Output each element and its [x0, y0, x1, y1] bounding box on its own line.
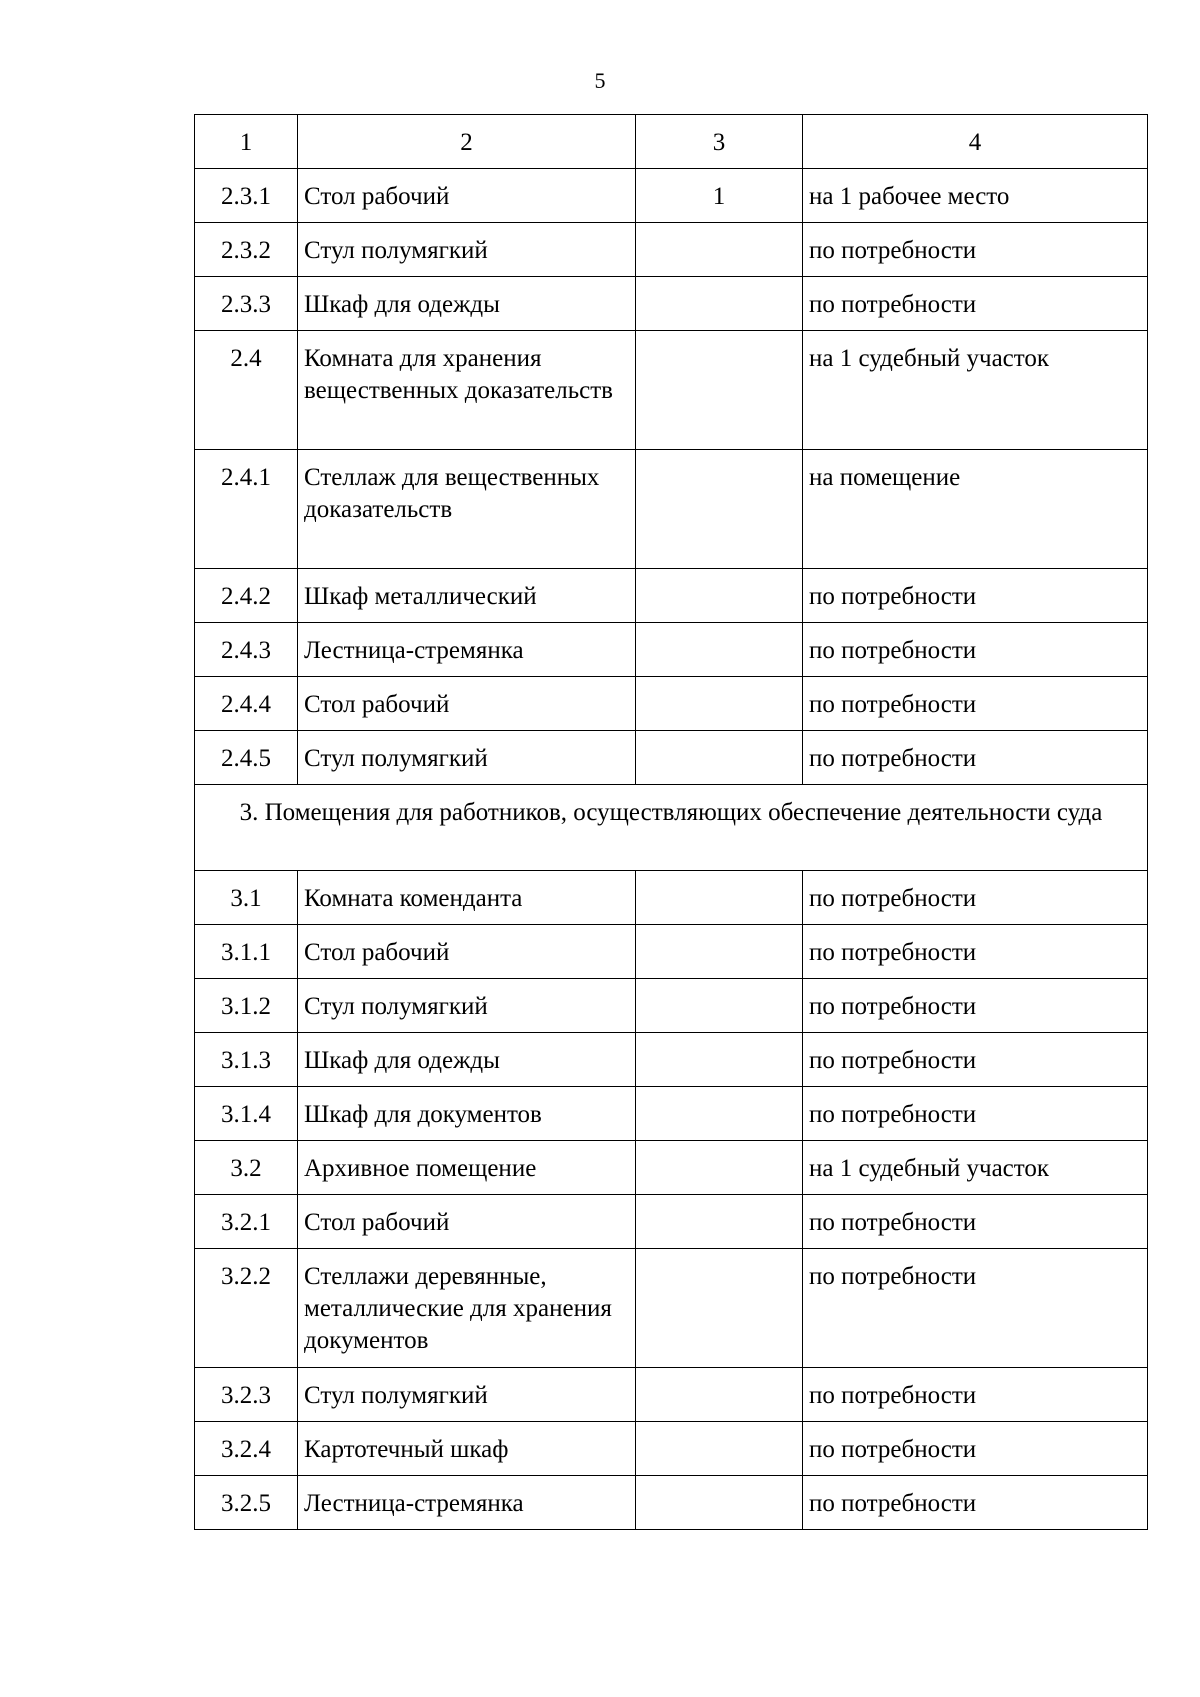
- table-row: [195, 979, 1148, 1033]
- table-row: [195, 731, 1148, 785]
- item-quantity: [636, 331, 803, 450]
- item-name: Стеллажи деревянные, металлические для хранения документов: [298, 1249, 636, 1368]
- item-quantity: [636, 1033, 803, 1087]
- item-name: Архивное помещение: [298, 1141, 636, 1195]
- header-cell: 4: [803, 115, 1148, 169]
- page-number: 5: [594, 68, 606, 93]
- furniture-table: [194, 114, 1148, 1530]
- item-name: Стол рабочий: [298, 925, 636, 979]
- item-note: по потребности: [803, 569, 1148, 623]
- item-name: Шкаф для документов: [298, 1087, 636, 1141]
- item-name: Лестница-стремянка: [298, 1476, 636, 1530]
- table-row: [195, 1422, 1148, 1476]
- item-number: 2.4.5: [195, 731, 298, 785]
- item-name: Стол рабочий: [298, 1195, 636, 1249]
- item-name: Шкаф металлический: [298, 569, 636, 623]
- item-number: 2.4.1: [195, 450, 298, 569]
- item-note: по потребности: [803, 277, 1148, 331]
- header-cell: 2: [298, 115, 636, 169]
- item-note: по потребности: [803, 1033, 1148, 1087]
- item-number: 3.1.1: [195, 925, 298, 979]
- item-note: по потребности: [803, 1087, 1148, 1141]
- item-quantity: [636, 1368, 803, 1422]
- item-note: по потребности: [803, 1476, 1148, 1530]
- item-name: Шкаф для одежды: [298, 277, 636, 331]
- item-quantity: [636, 1195, 803, 1249]
- item-number: 3.1: [195, 871, 298, 925]
- item-name: Стул полумягкий: [298, 731, 636, 785]
- table-row: [195, 1033, 1148, 1087]
- table-header-row: [195, 115, 1148, 169]
- item-name: Комната для хранения вещественных доказательств: [298, 331, 636, 450]
- item-number: 3.2.4: [195, 1422, 298, 1476]
- table-row: [195, 623, 1148, 677]
- item-note: на 1 судебный участок: [803, 331, 1148, 450]
- item-number: 3.2.3: [195, 1368, 298, 1422]
- item-number: 3.1.2: [195, 979, 298, 1033]
- item-note: по потребности: [803, 677, 1148, 731]
- table-row: [195, 169, 1148, 223]
- table-row: [195, 677, 1148, 731]
- item-quantity: [636, 979, 803, 1033]
- item-number: 2.4: [195, 331, 298, 450]
- item-quantity: [636, 925, 803, 979]
- table-row: [195, 331, 1148, 450]
- item-number: 3.2.1: [195, 1195, 298, 1249]
- item-quantity: [636, 569, 803, 623]
- item-quantity: 1: [636, 169, 803, 223]
- item-name: Шкаф для одежды: [298, 1033, 636, 1087]
- item-note: по потребности: [803, 871, 1148, 925]
- item-number: 3.1.3: [195, 1033, 298, 1087]
- item-note: на 1 судебный участок: [803, 1141, 1148, 1195]
- item-number: 2.4.2: [195, 569, 298, 623]
- item-quantity: [636, 623, 803, 677]
- table-row: [195, 569, 1148, 623]
- item-name: Лестница-стремянка: [298, 623, 636, 677]
- item-quantity: [636, 223, 803, 277]
- item-number: 3.2.2: [195, 1249, 298, 1368]
- item-name: Стеллаж для вещественных доказательств: [298, 450, 636, 569]
- item-quantity: [636, 1249, 803, 1368]
- item-note: на 1 рабочее место: [803, 169, 1148, 223]
- item-name: Стул полумягкий: [298, 979, 636, 1033]
- header-cell: 1: [195, 115, 298, 169]
- table-row: [195, 277, 1148, 331]
- item-number: 2.3.1: [195, 169, 298, 223]
- item-note: по потребности: [803, 1195, 1148, 1249]
- item-number: 3.2: [195, 1141, 298, 1195]
- table-row: [195, 223, 1148, 277]
- table-row: [195, 1249, 1148, 1368]
- item-number: 2.4.3: [195, 623, 298, 677]
- table-row: [195, 1368, 1148, 1422]
- item-quantity: [636, 871, 803, 925]
- item-note: по потребности: [803, 223, 1148, 277]
- item-note: по потребности: [803, 925, 1148, 979]
- header-cell: 3: [636, 115, 803, 169]
- section-title: 3. Помещения для работников, осуществляющих обеспечение деятельности суда: [195, 785, 1148, 871]
- item-quantity: [636, 1422, 803, 1476]
- item-quantity: [636, 277, 803, 331]
- item-number: 3.2.5: [195, 1476, 298, 1530]
- item-number: 2.3.3: [195, 277, 298, 331]
- item-quantity: [636, 1141, 803, 1195]
- item-note: по потребности: [803, 731, 1148, 785]
- item-quantity: [636, 677, 803, 731]
- table-row: [195, 1195, 1148, 1249]
- item-name: Стол рабочий: [298, 169, 636, 223]
- item-name: Стул полумягкий: [298, 223, 636, 277]
- item-quantity: [636, 450, 803, 569]
- item-name: Комната коменданта: [298, 871, 636, 925]
- item-quantity: [636, 1087, 803, 1141]
- item-quantity: [636, 731, 803, 785]
- item-name: Стол рабочий: [298, 677, 636, 731]
- table-row: [195, 871, 1148, 925]
- table-row: [195, 1141, 1148, 1195]
- item-number: 2.4.4: [195, 677, 298, 731]
- section-row: [195, 785, 1148, 871]
- table-row: [195, 1476, 1148, 1530]
- item-note: по потребности: [803, 1368, 1148, 1422]
- item-note: по потребности: [803, 1422, 1148, 1476]
- item-name: Картотечный шкаф: [298, 1422, 636, 1476]
- item-note: по потребности: [803, 623, 1148, 677]
- item-name: Стул полумягкий: [298, 1368, 636, 1422]
- item-note: по потребности: [803, 979, 1148, 1033]
- item-note: по потребности: [803, 1249, 1148, 1368]
- item-number: 3.1.4: [195, 1087, 298, 1141]
- item-number: 2.3.2: [195, 223, 298, 277]
- item-note: на помещение: [803, 450, 1148, 569]
- item-quantity: [636, 1476, 803, 1530]
- table-row: [195, 450, 1148, 569]
- table-row: [195, 925, 1148, 979]
- table-row: [195, 1087, 1148, 1141]
